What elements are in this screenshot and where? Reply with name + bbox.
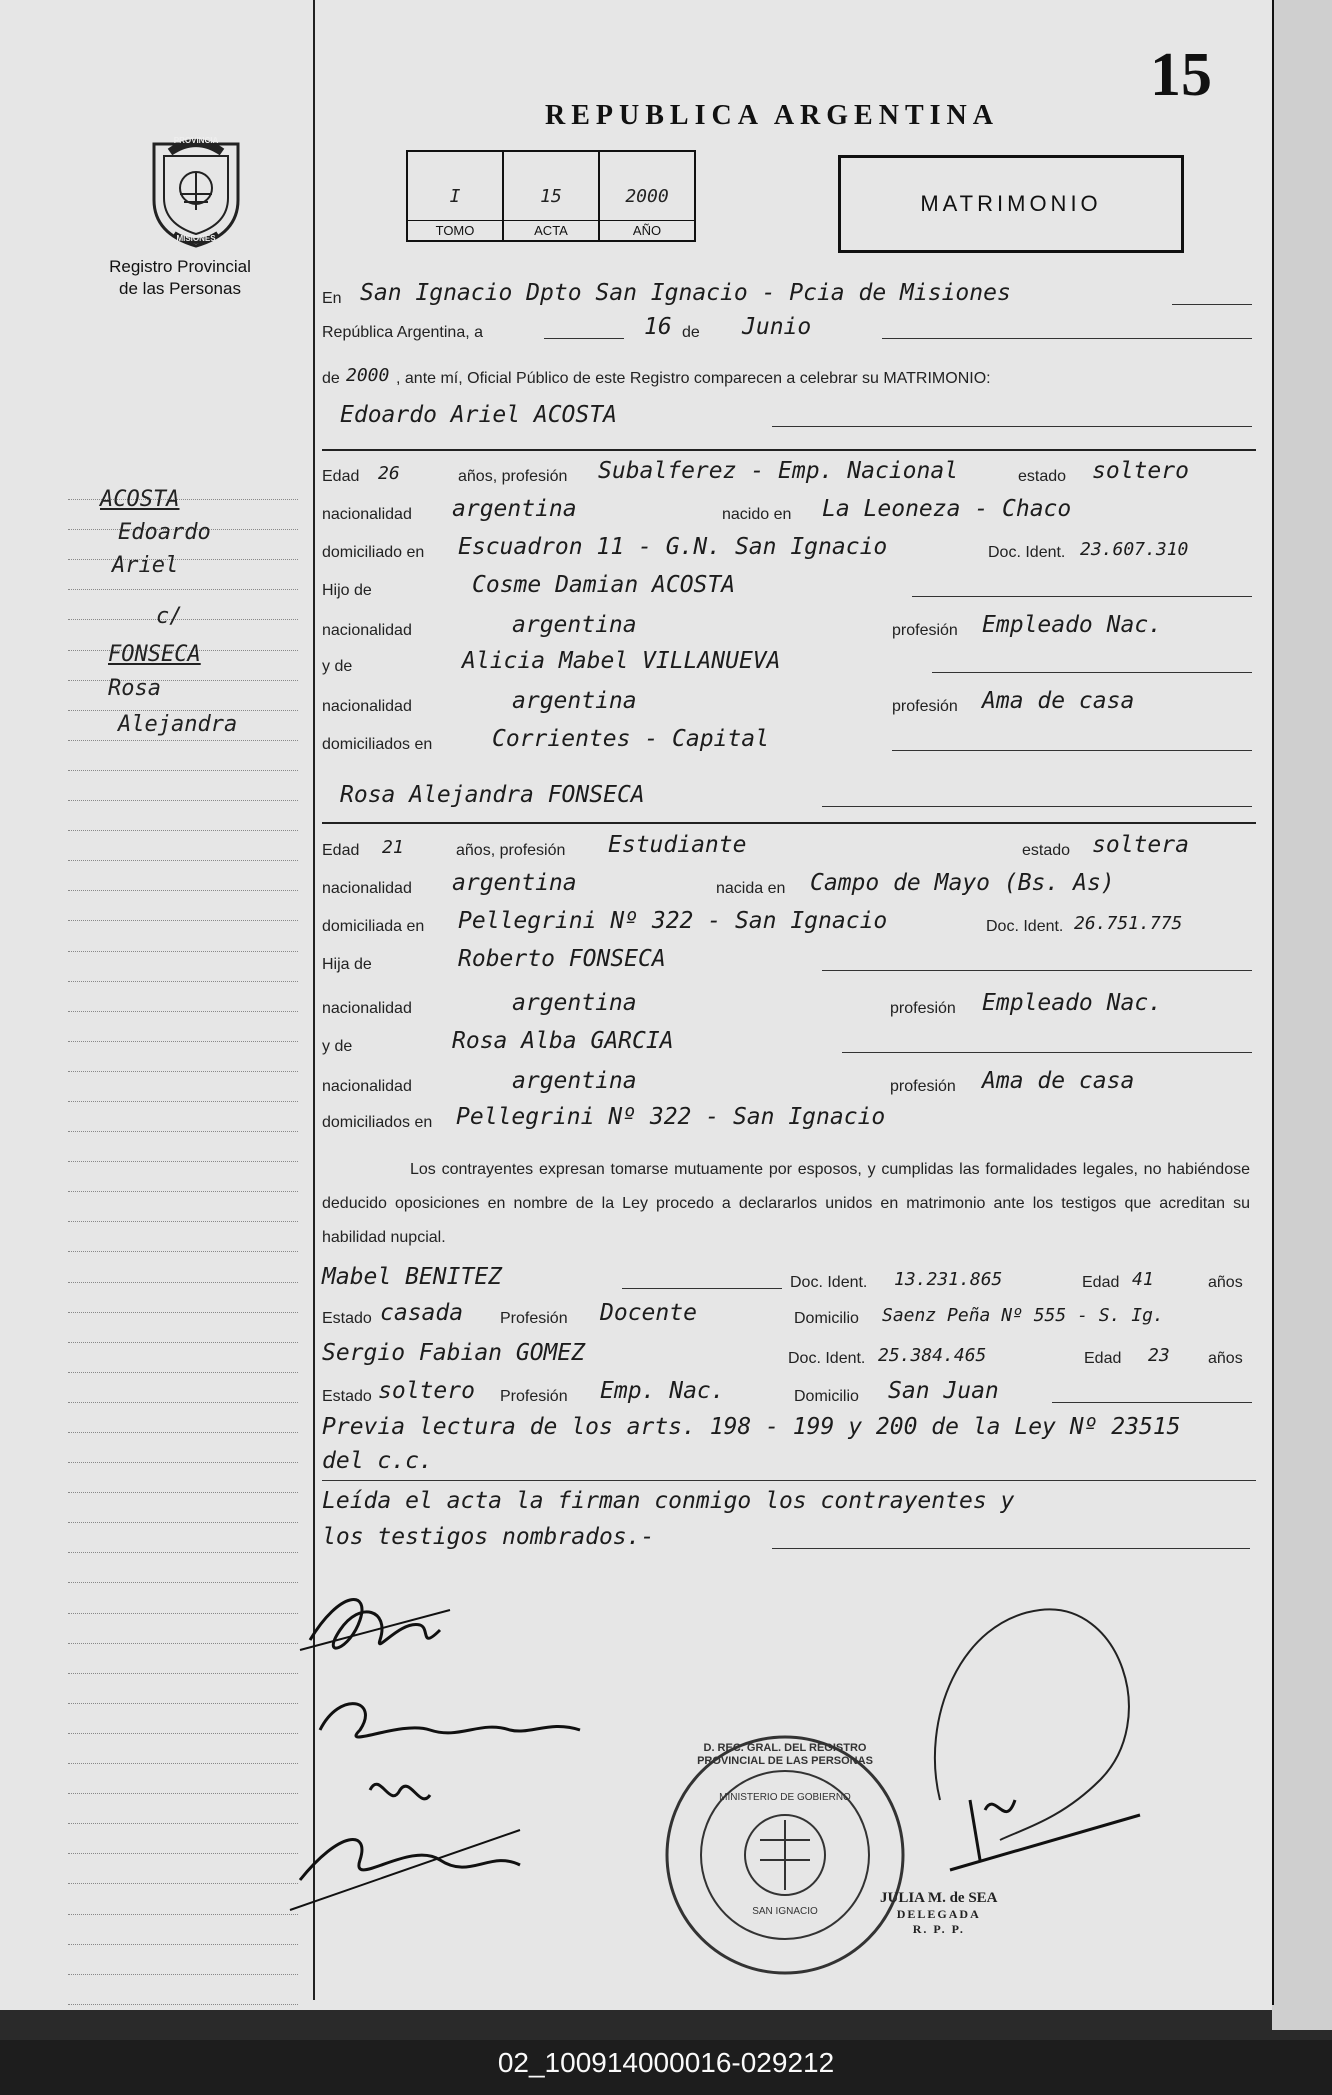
witness2-age: 23 [1148, 1345, 1170, 1366]
emblem-lettering [140, 130, 252, 250]
witness2-name: Sergio Fabian GOMEZ [322, 1340, 586, 1366]
bride-profession: Estudiante [608, 832, 747, 858]
page-title: REPUBLICA ARGENTINA [545, 100, 999, 131]
label-anos-profesion: años, profesión [456, 842, 566, 859]
witness1-detail-row [322, 1300, 1256, 1334]
label-republica: República Argentina, a [322, 324, 483, 341]
margin-surname-1: ACOSTA [100, 487, 180, 512]
margin-given-2a: Rosa [108, 676, 161, 701]
acta-cell [504, 152, 600, 240]
witness1-doc: 13.231.865 [894, 1269, 1003, 1290]
delegate-stamp [880, 1890, 998, 1937]
page-border [1272, 0, 1274, 2005]
emblem-bottom-text: MISIONES [176, 234, 216, 243]
registry-line-2: de las Personas [119, 279, 241, 298]
bride-domicile-row [322, 908, 1256, 942]
groom-domicile: Escuadron 11 - G.N. San Ignacio [458, 534, 888, 560]
label-estado: estado [1018, 468, 1067, 485]
groom-father-row [322, 572, 1256, 606]
groom-parents-domicile: Corrientes - Capital [492, 726, 769, 752]
label-profesion: profesión [890, 1078, 956, 1095]
groom-mother-nationality: argentina [512, 688, 637, 714]
label-hijo-de: Hijo de [322, 582, 372, 599]
label-doc-ident: Doc. Ident. [988, 544, 1066, 561]
seal-inner-text: MINISTERIO DE GOBIERNO [719, 1792, 851, 1803]
delegate-role: DELEGADA [896, 1907, 981, 1921]
label-profesion: Profesión [500, 1388, 568, 1405]
acta-label: ACTA [504, 220, 598, 240]
bride-mother: Rosa Alba GARCIA [452, 1028, 674, 1054]
bride-father: Roberto FONSECA [458, 946, 666, 972]
label-estado: Estado [322, 1388, 372, 1405]
record-reference-box [406, 150, 696, 242]
notes-line-1: Previa lectura de los arts. 198 - 199 y 200 de la Ley Nº 23515 [322, 1414, 1181, 1440]
tomo-value: I [449, 186, 461, 207]
bride-mother-row [322, 1028, 1256, 1062]
groom-nationality: argentina [452, 496, 577, 522]
ano-label: AÑO [600, 220, 694, 240]
label-y-de: y de [322, 1038, 353, 1055]
witness1-age: 41 [1132, 1269, 1154, 1290]
witness1-name: Mabel BENITEZ [322, 1264, 503, 1290]
label-domiciliada-en: domiciliada en [322, 918, 425, 935]
acta-value: 15 [540, 186, 562, 207]
groom-mother-nat-row [322, 688, 1256, 722]
label-nacido-en: nacido en [722, 506, 792, 523]
witness2-profession: Emp. Nac. [600, 1378, 725, 1404]
label-nacionalidad: nacionalidad [322, 622, 412, 639]
label-domicilio: Domicilio [794, 1388, 859, 1405]
seal-center-text: SAN IGNACIO [752, 1906, 818, 1917]
label-domiciliados-en: domiciliados en [322, 1114, 433, 1131]
witness2-doc: 25.384.465 [878, 1345, 987, 1366]
legal-declaration: Los contrayentes expresan tomarse mutuamente por esposos, y cumplidas las formalidades legales, no habiéndose deducido oposiciones en nombre de la Ley procedo a declararlos unidos en matrimonio ante los testigos que acreditan su habilidad nupcial. [322, 1161, 1250, 1246]
label-de-year: de [322, 370, 340, 387]
bride-parents-domicile-row [322, 1104, 1256, 1138]
date-month: Junio [742, 314, 812, 340]
margin-given-1a: Edoardo [118, 520, 211, 545]
ano-value: 2000 [625, 186, 669, 207]
seal-text: D. REC. GRAL. DEL REGISTRO PROVINCIAL DE LAS PERSONAS [697, 1742, 873, 1767]
label-domiciliados-en: domiciliados en [322, 736, 433, 753]
label-nacionalidad: nacionalidad [322, 880, 412, 897]
bride-marital: soltera [1092, 832, 1189, 858]
bride-father-nationality: argentina [512, 990, 637, 1016]
groom-doc: 23.607.310 [1080, 539, 1189, 560]
ano-cell [600, 152, 694, 240]
label-profesion: profesión [892, 622, 958, 639]
groom-birthplace: La Leoneza - Chaco [822, 496, 1072, 522]
label-edad: Edad [322, 468, 360, 485]
groom-parents-domicile-row [322, 726, 1256, 760]
bride-father-profession: Empleado Nac. [982, 990, 1163, 1016]
label-hija-de: Hija de [322, 956, 372, 973]
witness2-marital: soltero [378, 1378, 475, 1404]
witness2-detail-row [322, 1378, 1256, 1412]
label-edad: Edad [1084, 1350, 1122, 1367]
label-doc-ident: Doc. Ident. [790, 1274, 868, 1291]
witness2-domicile: San Juan [888, 1378, 999, 1404]
document-type-box: MATRIMONIO [838, 155, 1184, 253]
label-edad: Edad [1082, 1274, 1120, 1291]
delegate-name: JULIA M. de SEA [880, 1890, 998, 1906]
date-day: 16 [644, 314, 672, 340]
bride-age: 21 [382, 837, 404, 858]
delegate-office: R. P. P. [912, 1922, 965, 1936]
label-en: En [322, 290, 342, 307]
witness1-profession: Docente [600, 1300, 697, 1326]
witness1-row [322, 1264, 1256, 1298]
groom-father-nationality: argentina [512, 612, 637, 638]
margin-conjunction: c/ [156, 604, 183, 629]
witness1-marital: casada [380, 1300, 464, 1326]
tomo-label: TOMO [408, 220, 502, 240]
label-anos: años [1208, 1274, 1243, 1291]
image-caption: 02_100914000016-029212 [497, 2047, 835, 2078]
bride-birthplace: Campo de Mayo (Bs. As) [810, 870, 1115, 896]
groom-profession: Subalferez - Emp. Nacional [598, 458, 959, 484]
label-nacionalidad: nacionalidad [322, 506, 412, 523]
margin-lines [68, 470, 298, 2005]
bride-mother-nationality: argentina [512, 1068, 637, 1094]
sheet-number: 15 [1150, 41, 1212, 109]
label-estado: estado [1022, 842, 1071, 859]
witness1-domicile: Saenz Peña Nº 555 - S. Ig. [882, 1305, 1164, 1326]
groom-father-nat-row [322, 612, 1256, 646]
page-edge [1272, 0, 1332, 2030]
bride-mother-nat-row [322, 1068, 1256, 1102]
groom-mother-profession: Ama de casa [982, 688, 1135, 714]
registry-line-1: Registro Provincial [109, 257, 251, 276]
label-y-de: y de [322, 658, 353, 675]
groom-age-row [322, 458, 1256, 492]
label-de: de [682, 324, 700, 341]
date-row [322, 314, 1256, 348]
date-year: 2000 [346, 365, 390, 386]
tomo-cell [408, 152, 504, 240]
label-domiciliado-en: domiciliado en [322, 544, 425, 561]
groom-father: Cosme Damian ACOSTA [472, 572, 736, 598]
label-anos-profesion: años, profesión [458, 468, 568, 485]
label-nacionalidad: nacionalidad [322, 1000, 412, 1017]
groom-name-row [322, 402, 1256, 436]
emblem-top-text: PROVINCIA [173, 136, 219, 145]
year-row [322, 360, 1256, 394]
bride-nationality-row [322, 870, 1256, 904]
label-edad: Edad [322, 842, 360, 859]
place-row [322, 280, 1256, 314]
label-domicilio: Domicilio [794, 1310, 859, 1327]
official-signature [800, 1600, 1160, 1900]
margin-surname-2: FONSECA [108, 642, 201, 667]
bride-doc: 26.751.775 [1074, 913, 1183, 934]
groom-marital: soltero [1092, 458, 1189, 484]
bride-mother-profession: Ama de casa [982, 1068, 1135, 1094]
label-profesion: Profesión [500, 1310, 568, 1327]
bride-domicile: Pellegrini Nº 322 - San Ignacio [458, 908, 888, 934]
bride-father-nat-row [322, 990, 1256, 1024]
label-anos: años [1208, 1350, 1243, 1367]
label-doc-ident: Doc. Ident. [788, 1350, 866, 1367]
place-location: San Ignacio Dpto San Ignacio - Pcia de Misiones [360, 280, 1011, 306]
label-ante: , ante mí, Oficial Público de este Registro comparecen a celebrar su MATRIMONIO: [396, 370, 991, 387]
registry-name [80, 256, 280, 300]
bride-nationality: argentina [452, 870, 577, 896]
label-profesion: profesión [892, 698, 958, 715]
notes-line-3: Leída el acta la firman conmigo los contrayentes y [322, 1488, 1015, 1514]
groom-age: 26 [378, 463, 400, 484]
groom-father-profession: Empleado Nac. [982, 612, 1163, 638]
margin-given-2b: Alejandra [118, 712, 238, 737]
separator [322, 822, 1256, 824]
bride-father-row [322, 946, 1256, 980]
label-nacionalidad: nacionalidad [322, 1078, 412, 1095]
label-profesion: profesión [890, 1000, 956, 1017]
groom-full-name: Edoardo Ariel ACOSTA [340, 402, 617, 428]
bride-age-row [322, 832, 1256, 866]
margin-given-1b: Ariel [112, 553, 179, 578]
separator [322, 449, 1256, 451]
groom-nationality-row [322, 496, 1256, 530]
label-doc-ident: Doc. Ident. [986, 918, 1064, 935]
label-estado: Estado [322, 1310, 372, 1327]
groom-mother: Alicia Mabel VILLANUEVA [462, 648, 781, 674]
notes-line-4: los testigos nombrados.- [322, 1524, 655, 1550]
bride-full-name: Rosa Alejandra FONSECA [340, 782, 645, 808]
label-nacionalidad: nacionalidad [322, 698, 412, 715]
notes-line-2: del c.c. [322, 1448, 433, 1474]
groom-domicile-row [322, 534, 1256, 568]
label-nacida-en: nacida en [716, 880, 786, 897]
groom-mother-row [322, 648, 1256, 682]
witness2-row [322, 1340, 1256, 1374]
bride-name-row [322, 782, 1256, 816]
bride-parents-domicile: Pellegrini Nº 322 - San Ignacio [456, 1104, 886, 1130]
signatures [280, 1580, 700, 1920]
